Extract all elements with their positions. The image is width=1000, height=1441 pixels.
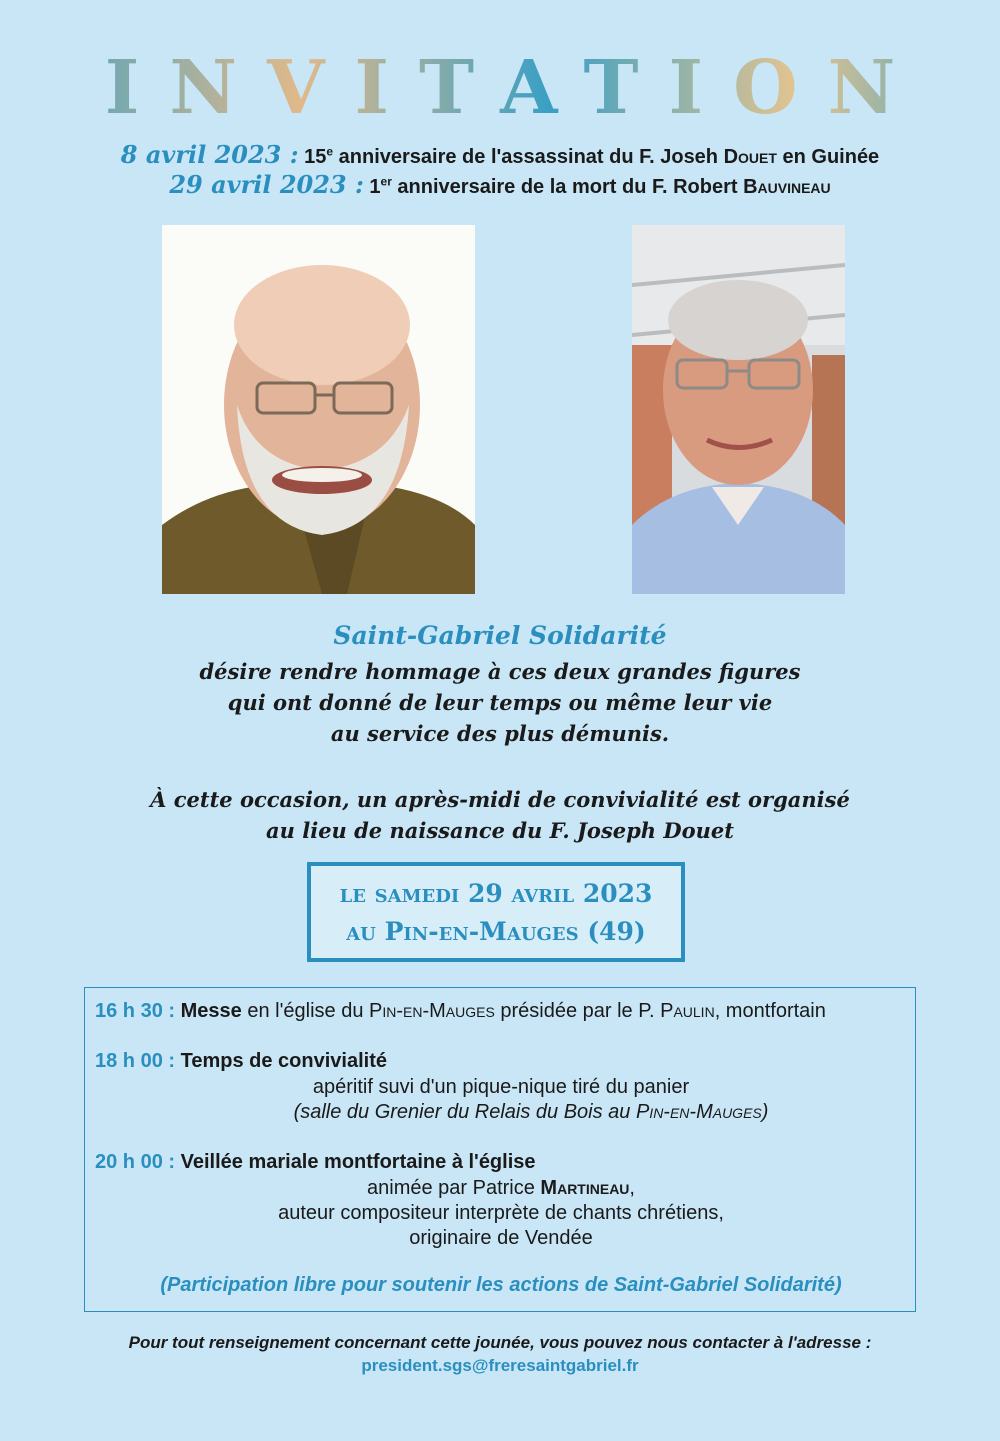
organization-name: Saint-Gabriel Solidarité [333, 621, 667, 650]
message-line-3: au service des plus démunis. [330, 721, 670, 746]
person-surname: Bauvineau [743, 176, 831, 198]
vigil-text: animée par Patrice [367, 1177, 541, 1199]
event-date-box [307, 862, 685, 962]
vigil-detail-2: auteur compositeur interprète de chants chrétiens, [278, 1202, 724, 1224]
location-text-end: ) [761, 1101, 769, 1123]
contact-email[interactable]: president.sgs@freresaintgabriel.fr [361, 1356, 639, 1375]
vigil-text-end: , [629, 1177, 635, 1199]
program-text: présidée par le P. [494, 1000, 661, 1022]
vigil-detail-1 [85, 1177, 917, 1200]
ordinal: 1 [369, 176, 381, 198]
conviviality-detail: apéritif suvi d'un pique-nique tiré du panier [312, 1076, 690, 1098]
participation-note: (Participation libre pour soutenir les actions de Saint-Gabriel Solidarité) [160, 1274, 842, 1296]
program-time: 20 h 00 : [95, 1151, 176, 1173]
program-title: Veillée mariale montfortaine à l'église [180, 1151, 536, 1173]
anniversary-text-end: en Guinée [776, 146, 880, 168]
anniversary-text: anniversaire de l'assassinat du F. Joseh [333, 146, 724, 168]
anniversary-date: 8 avril 2023 : [120, 140, 299, 169]
performer-name: Martineau [540, 1177, 630, 1199]
invitation-title: INVITATION [0, 48, 1000, 128]
program-title: Messe [180, 1000, 242, 1022]
program-text: , montfortain [714, 1000, 826, 1022]
program-text: en l'église du [241, 1000, 370, 1022]
priest-name: Paulin [660, 1000, 715, 1022]
program-mass [95, 1000, 826, 1023]
anniversary-line-2 [0, 170, 1000, 199]
program-time: 16 h 30 : [95, 1000, 176, 1022]
anniversary-date: 29 avril 2023 : [169, 170, 364, 199]
photo-joseph-douet [162, 225, 475, 594]
vigil-detail-3: originaire de Vendée [409, 1227, 593, 1249]
message-line-1: désire rendre hommage à ces deux grandes figures [199, 659, 801, 684]
message-line-2: qui ont donné de leur temps ou même leur vie [227, 690, 773, 715]
anniversary-text: anniversaire de la mort du F. Robert [391, 176, 744, 198]
program-title: Temps de convivialité [180, 1050, 387, 1072]
place-name: Pin-en-Mauges [369, 1000, 495, 1022]
footer-text: Pour tout renseignement concernant cette jounée, vous pouvez nous contacter à l'adresse : [128, 1333, 872, 1352]
anniversary-line-1 [0, 140, 1000, 169]
photo-robert-bauvineau [632, 225, 845, 594]
conviviality-location [115, 1101, 947, 1124]
event-date: le samedi 29 avril 2023 [339, 879, 653, 908]
ordinal-suffix: e [326, 144, 334, 159]
occasion-line-1: À cette occasion, un après-midi de convivialité est organisé [150, 787, 850, 812]
program-box [84, 987, 916, 1312]
person-surname: Douet [723, 146, 777, 168]
ordinal-suffix: er [380, 174, 392, 189]
event-place: au Pin-en-Mauges (49) [346, 917, 646, 946]
place-name: Pin-en-Mauges [635, 1101, 762, 1123]
program-time: 18 h 00 : [95, 1050, 176, 1072]
occasion-line-2: au lieu de naissance du F. Joseph Douet [266, 818, 734, 843]
location-text: (salle du Grenier du Relais du Bois au [293, 1101, 636, 1123]
program-vigil [95, 1151, 536, 1174]
ordinal: 15 [304, 146, 327, 168]
program-conviviality [95, 1050, 387, 1073]
